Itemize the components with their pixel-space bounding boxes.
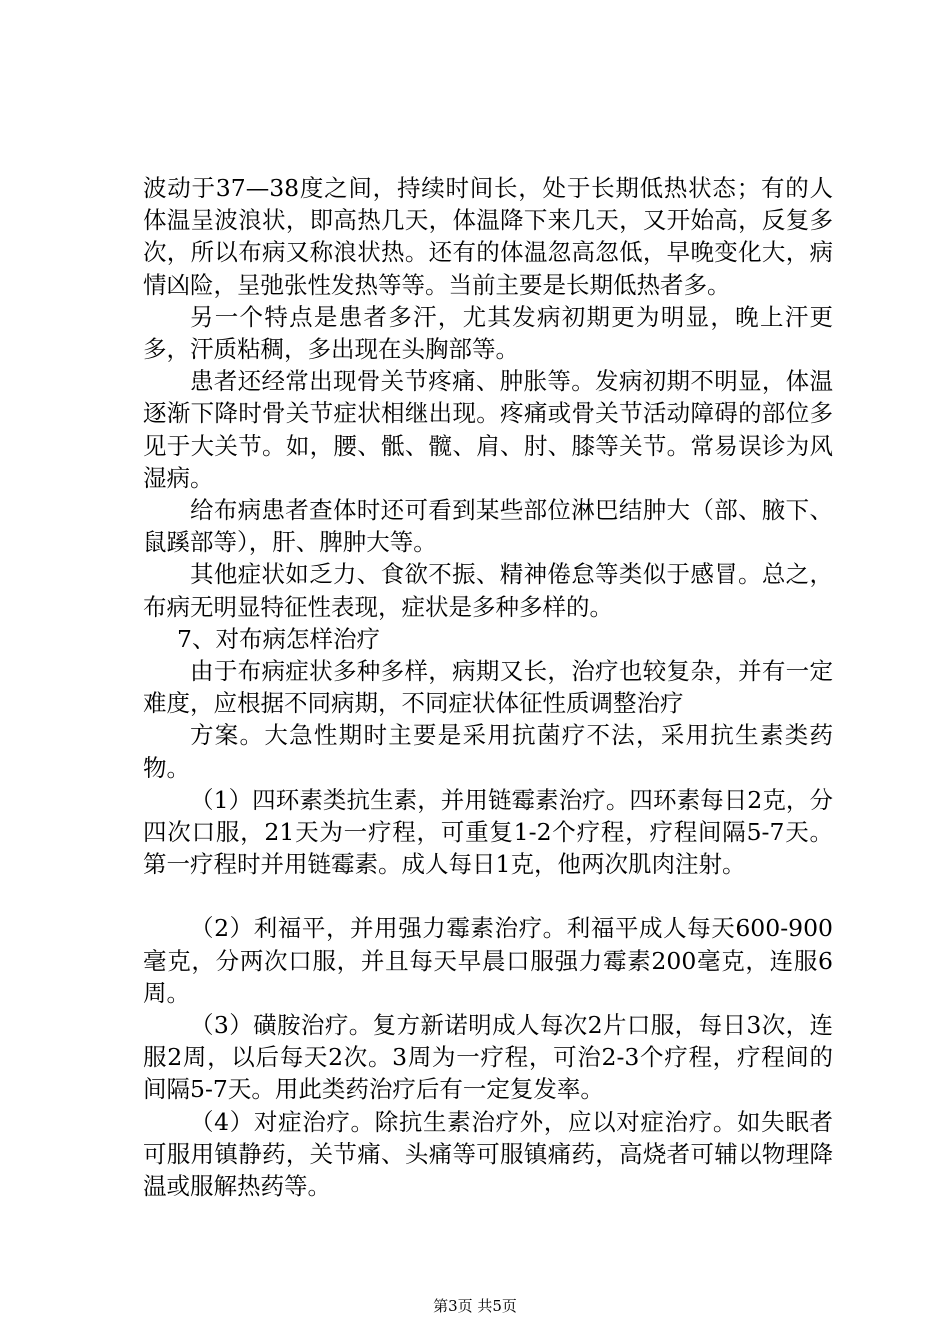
paragraph-sweating: 另一个特点是患者多汗，尤其发病初期更为明显，晚上汗更多，汗质粘稠，多出现在头胸部等。 (143, 302, 833, 364)
paragraph-treatment-plan: 方案。大急性期时主要是采用抗菌疗不法，采用抗生素类药物。 (143, 721, 833, 782)
paragraph-treatment-2: （2）利福平，并用强力霉素治疗。利福平成人每天600-900毫克，分两次口服，并且每天早晨口服强力霉素200毫克，连服6周。 (143, 914, 833, 1007)
paragraph-other-symptoms: 其他症状如乏力、食欲不振、精神倦怠等类似于感冒。总之，布病无明显特征性表现，症状是多种多样的。 (143, 560, 833, 621)
paragraph-treatment-3: （3）磺胺治疗。复方新诺明成人每次2片口服，每日3次，连服2周，以后每天2次。3周为一疗程，可治2-3个疗程，疗程间的间隔5-7天。用此类药治疗后有一定复发率。 (143, 1011, 833, 1104)
paragraph-treatment-intro: 由于布病症状多种多样，病期又长，治疗也较复杂，并有一定难度，应根据不同病期，不同症状体征性质调整治疗 (143, 657, 833, 718)
paragraph-lymph-nodes: 给布病患者查体时还可看到某些部位淋巴结肿大（部、腋下、鼠蹊部等），肝、脾肿大等。 (143, 496, 833, 557)
document-body (143, 172, 833, 1202)
paragraph-treatment-1: （1）四环素类抗生素，并用链霉素治疗。四环素每日2克，分四次口服，21天为一疗程，可重复1-2个疗程，疗程间隔5-7天。第一疗程时并用链霉素。成人每日1克，他两次肌肉注射。 (143, 785, 833, 879)
paragraph-treatment-4: （4）对症治疗。除抗生素治疗外，应以对症治疗。如失眠者可服用镇静药，关节痛、头痛等可服镇痛药，高烧者可辅以物理降温或服解热药等。 (143, 1107, 833, 1201)
paragraph-joint-pain: 患者还经常出现骨关节疼痛、肿胀等。发病初期不明显，体温逐渐下降时骨关节症状相继出现。疼痛或骨关节活动障碍的部位多见于大关节。如，腰、骶、髋、肩、肘、膝等关节。常易误诊为风湿病。 (143, 367, 833, 492)
page-footer: 第3页 共5页 (433, 1297, 517, 1315)
spacer (143, 880, 833, 912)
paragraph-fever-types: 波动于37—38度之间，持续时间长，处于长期低热状态；有的人体温呈波浪状，即高热几天，体温降下来几天，又开始高，反复多次，所以布病又称浪状热。还有的体温忽高忽低，早晚变化大，病情凶险，呈弛张性发热等等。当前主要是长期低热者多。 (143, 174, 833, 299)
section-heading-treatment: 7、对布病怎样治疗 (177, 624, 380, 653)
